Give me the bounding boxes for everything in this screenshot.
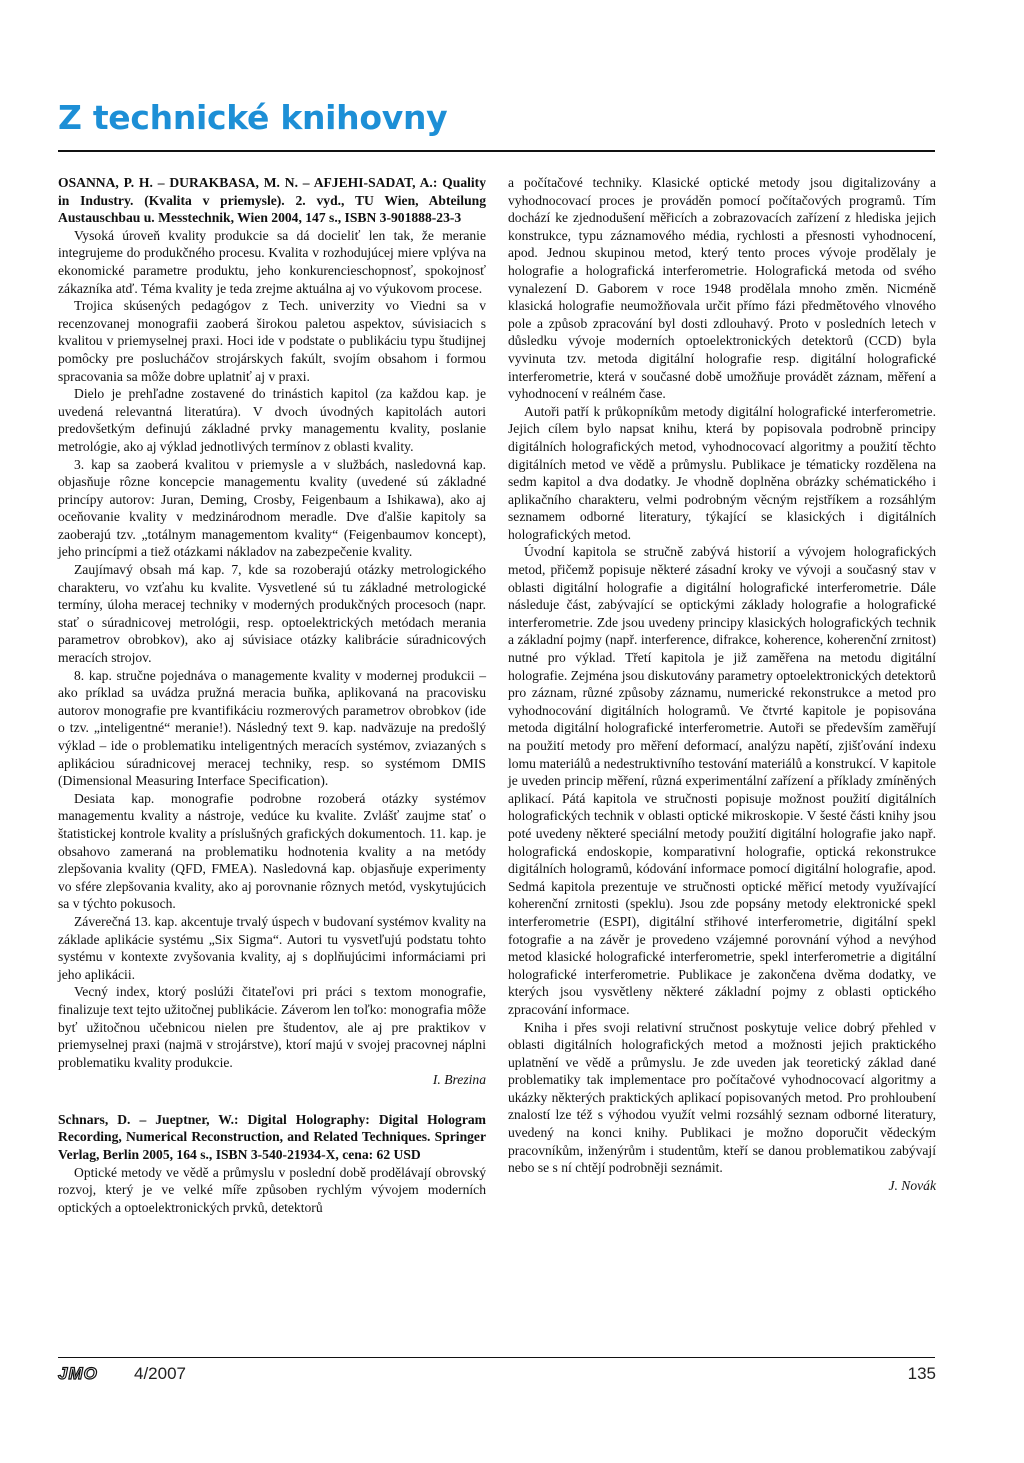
review-paragraph: Trojica skúsených pedagógov z Tech. univerzity vo Viedni sa v recenzovanej monografii zaoberá širokou paletou aspektov, súvisiacich s kvalitou v priemyselnej praxi. Hoci ide v podstate o publikáciu typu študijnej pomôcky pre poslucháčov strojárskych fakúlt, svojím obsahom i formou spracovania sa môže dobre uplatniť aj v praxi. (58, 298, 486, 384)
reviewer-signature: J. Novák (888, 1177, 936, 1193)
review-paragraph: Záverečná 13. kap. akcentuje trvalý úspech v budovaní systémov kvality na základe aplikácie systému „Six Sigma“. Autori tu vysvetľujú podstatu tohto systému v kontexte zvyšovania kvality, aj s doplňujúcimi informáciami pri jeho aplikácii. (58, 913, 486, 982)
review-paragraph: Dielo je prehľadne zostavené do trinástich kapitol (za každou kap. je uvedená relevantná literatúra). V dvoch úvodných kapitolách autori predovšetkým definujú základné prvky managementu kvality, poslanie metrológie, ako aj výklad jednotlivých termínov z oblasti kvality. (58, 386, 486, 454)
journal-logo: JMO (58, 1364, 98, 1383)
right-column (508, 174, 936, 1194)
review-paragraph: Optické metody ve vědě a průmyslu v poslední době prodělávají obrovský rozvoj, který je ve velké míře způsoben rychlým vývojem moderních optických a optoelektronických prvků, detektorů (58, 1164, 486, 1215)
page-number: 135 (907, 1364, 936, 1383)
footer-rule (58, 1357, 935, 1358)
header-rule (58, 150, 935, 152)
issue-number: 4/2007 (134, 1364, 186, 1383)
review-paragraph: Úvodní kapitola se stručně zabývá historií a vývojem holografických metod, přičemž popisuje některé zásadní kroky ve vývoji a současný stav v oblasti digitální holografie a digitální holografické interferometrie. Dále následuje část, zabývající se optickými základy holografie a holografické interferometrie. Zde jsou uvedeny principy klasických holografických technik a základní pojmy (např. interference, difrakce, koherence, koherenční zrnitost) nutné pro výklad. Třetí kapitola je již zaměřena na metodu digitální holografie. Zejména jsou diskutovány parametry optoelektronických detektorů pro záznam, různé způsoby záznamu, numerické rekonstrukce a metod pro vyhodnocování digitálních hologramů. Ve čtvrté kapitole je popisována metoda digitální holografické interferometrie. Autoři se především zaměřují na použití metody pro měření deformací, analýzu napětí, zjišťování indexu lomu materiálů a nedestruktivního testování materiálů a konstrukcí. V kapitole je uveden princip měření, různá experimentální zařízení a příklady zmíněných aplikací. Pátá kapitola ve stručnosti popisuje možnost použití digitálních holografických technik v oblasti optické mikroskopie. V šesté části knihy jsou poté uvedeny některé speciální metody použití digitální holografie jako např. holografická endoskopie, komparativní holografie, optická rekonstrukce digitálních hologramů, kódování informace pomocí digitální holografie, apod. Sedmá kapitola prezentuje ve stručnosti optické měřicí metody využívající koherenční zrnitosti (speklu). Jsou zde popsány metody elektronické spekl interferometrie (ESPI), digitální střihové interferometrie, digitální spekl fotografie a na závěr je provedeno vzájemné porovnání výhod a nevýhod metod klasické holografické interferometrie, spekl interferometrie a digitální holografické interferometrie. Publikace je zakončena dvěma dodatky, ve kterých jsou vysvětleny některé základní pojmy z oblasti optického zpracování informace. (508, 544, 936, 1017)
review-paragraph: Kniha i přes svoji relativní stručnost poskytuje velice dobrý přehled v oblasti digitálních holografických metod a možnosti jejich praktického uplatnění ve vědě a průmyslu. Je zde uveden jak teoretický základ dané problematiky tak implementace pro počítačové vyhodnocovací algoritmy a ukázky některých praktických aplikací popisovaných metod. Pro prohloubení znalostí lze též s výhodou využít velmi rozsáhlý seznam odborné literatury, uvedený na konci knihy. Publikaci je možno doporučit vědeckým pracovníkům, inženýrům i studentům, kteří se danou problematikou zabývají nebo se s ní chtějí podrobněji seznámit. (508, 1019, 936, 1176)
review-paragraph: Vecný index, ktorý poslúži čitateľovi pri práci s textom monografie, finalizuje text tejto užitočnej publikácie. Záverom len toľko: monografia môže byť užitočnou učebnicou nielen pre študentov, ale aj pre praktikov v priemyselnej praxi (najmä v strojárstve), ktorí majú v svojej pracovnej náplni problematiku kvality produkcie. (58, 984, 486, 1070)
review-heading: OSANNA, P. H. – DURAKBASA, M. N. – AFJEHI-SADAT, A.: Quality in Industry. (Kvalita v priemysle). 2. vyd., TU Wien, Abteilung Austauschbau u. Messtechnik, Wien 2004, 147 s., ISBN 3-901888-23-3 (58, 175, 486, 226)
review-paragraph: Zaujímavý obsah má kap. 7, kde sa rozoberajú otázky metrologického charakteru, vo vzťahu ku kvalite. Vysvetlené sú tu základné metrologické termíny, úloha meracej techniky v moderných produkčných procesoch (napr. stať o súradnicovej metrológii, resp. optoelektrických metódach merania parametrov obrobkov), ako aj súvisiace otázky kalibrácie súradnicových meracích strojov. (58, 562, 486, 666)
review-paragraph: 3. kap sa zaoberá kvalitou v priemysle a v službách, nasledovná kap. objasňuje rôzne koncepcie managementu kvality (uvedené sú základné princípy autorov: Juran, Deming, Crosby, Feigenbaum a Ishikawa), ako aj oceňovanie kvality v medzinárodnom meradle. Dve ďalšie kapitoly sa zaoberajú tzv. „totálnym managementom kvality“ (Feigenbaumov koncept), jeho princípmi a tiež otázkami nákladov na zabezpečenie kvality. (58, 456, 486, 560)
spacer (58, 1089, 486, 1111)
review-paragraph: Desiata kap. monografie podrobne rozoberá otázky systémov managementu kvality a nástroje, vedúce ku kvalite. Zvlášť zaujme stať o štatistickej kontrole kvality a príslušných grafických dokumentoch. 11. kap. je obsahovo zameraná na problematiku hodnotenia kvality a na metódy zlepšovania kvality (QFD, FMEA). Nasledovná kap. objasňuje experimenty vo sfére zlepšovania kvality, ako aj porovnanie rôznych metód, vyskytujúcich sa v týchto pokusoch. (58, 790, 486, 912)
review-paragraph: a počítačové techniky. Klasické optické metody jsou digitalizovány a vyhodnocovací proces je prováděn pomocí počítačových programů. Tím dochází ke zjednodušení měřicích a zobrazovacích zařízení z hlediska jejich konstrukce, typu záznamového média, rychlosti a přesnosti vyhodnocení, apod. Jednou skupinou metod, který tento proces vývoje prodělaly je holografie a holografická interferometrie. Holografická metoda od svého vynalezení D. Gaborem v roce 1948 prodělala mnoho změn. Nicméně klasická holografie neumožňovala určit přímo fázi předmětového vlnového pole a způsob zpracování byl dosti zdlouhavý. Proto v posledních letech v důsledku vývoje moderních optoelektronických detektorů (CCD) byla vyvinuta tzv. metoda digitální holografie resp. digitální holografické interferometrie, která v současné době umožňuje provádět záznam, měření a vyhodnocení v reálném čase. (508, 175, 936, 402)
left-column (58, 174, 486, 1216)
review-paragraph: Vysoká úroveň kvality produkcie sa dá docieliť len tak, že meranie integrujeme do produkčného procesu. Kvalita v rozhodujúcej miere vplýva na ekonomické parametre produktu, jeho konkurencieschopnosť, spokojnosť zákazníka atď. Téma kvality je teda zrejme aktuálna aj vo výukovom procese. (58, 227, 486, 296)
reviewer-signature: I. Brezina (432, 1072, 486, 1088)
review-heading: Schnars, D. – Jueptner, W.: Digital Holography: Digital Hologram Recording, Numerical Reconstruction, and Related Techniques. Springer Verlag, Berlin 2005, 164 s., ISBN 3-540-21934-X, cena: 62 USD (58, 1111, 486, 1163)
review-paragraph: Autoři patří k průkopníkům metody digitální holografické interferometrie. Jejich cílem bylo napsat knihu, která by popisovala podrobně principy digitálních holografických metod, vyhodnocovací algoritmy a použití těchto digitálních metod ve vědě a průmyslu. Publikace je tématicky rozdělena na sedm kapitol a dva dodatky. Je vhodně doplněna obrázky schématického i aplikačního charakteru, velmi podrobným věcným rejstříkem a rozsáhlým seznamem odborné literatury, týkající se klasických i digitálních holografických metod. (508, 403, 936, 542)
section-title: Z technické knihovny (58, 98, 448, 137)
review-paragraph: 8. kap. stručne pojednáva o managemente kvality v modernej produkcii – ako príklad sa uvádza pružná meracia buňka, aplikovaná na pracovisku autorov monografie pre kvantifikáciu rozmerových parametrov obrobkov (ide o tzv. „inteligentné“ meranie!). Následný text 9. kap. nadväzuje na predošlý výklad – ide o problematiku inteligentných meracích systémov, zviazaných s aplikáciou súradnicovej meracej techniky, resp. so systémom DMIS (Dimensional Measuring Interface Specification). (58, 667, 486, 789)
